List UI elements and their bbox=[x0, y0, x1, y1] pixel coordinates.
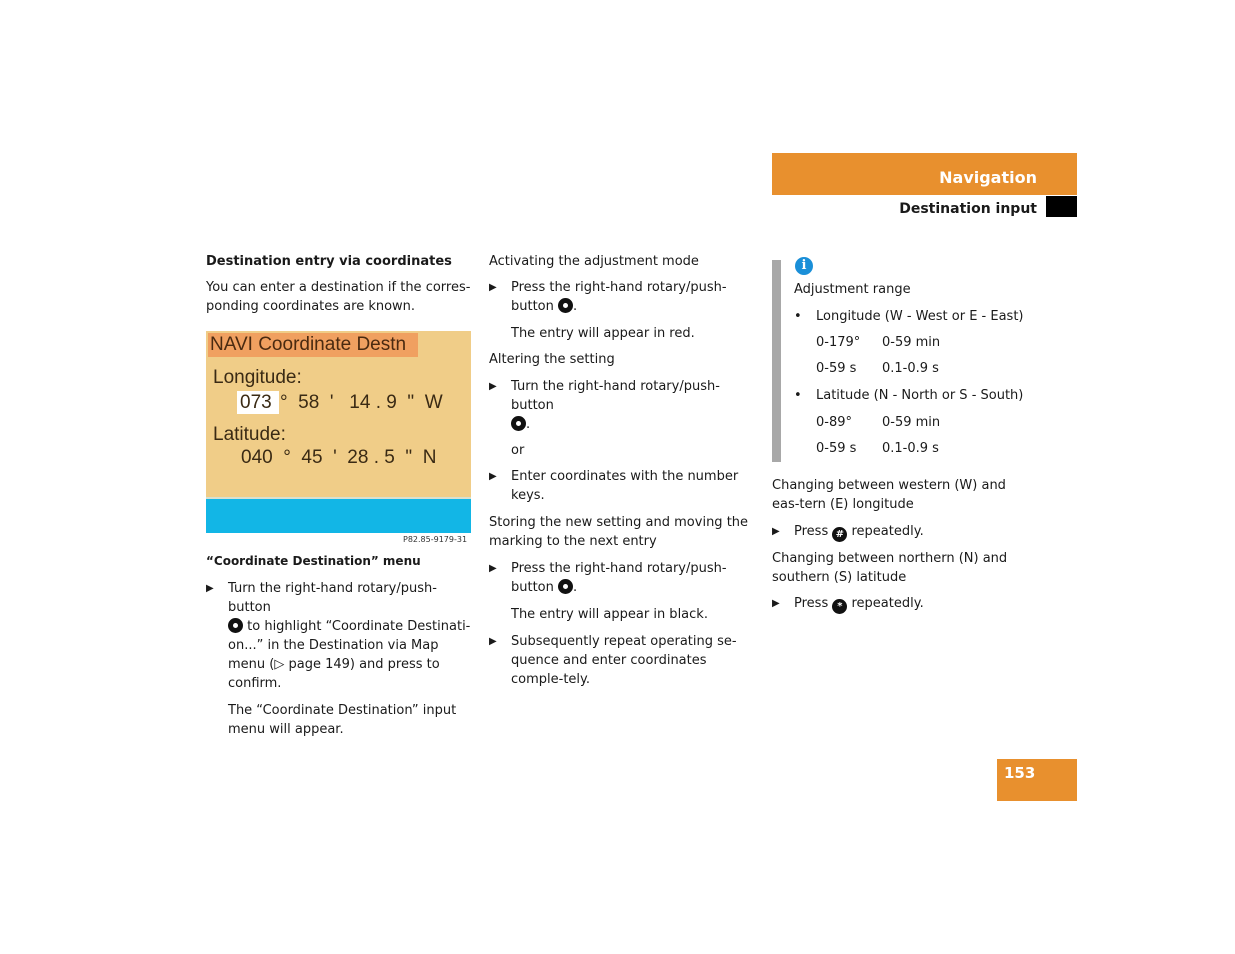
step-press-store: ▶ Press the right-hand rotary/push-button . bbox=[489, 561, 727, 595]
column-middle bbox=[489, 252, 755, 689]
page-number-box bbox=[997, 759, 1077, 801]
header-marker bbox=[1046, 196, 1077, 217]
heading-coordinates: Destination entry via coordinates bbox=[206, 254, 452, 269]
screen-longitude-rest: ° 58 ' 14 . 9 " W bbox=[280, 392, 443, 413]
step-press-activate: ▶ Press the right-hand rotary/push-button . bbox=[489, 280, 727, 314]
bullet-arrow-icon: ▶ bbox=[772, 598, 780, 609]
storing-heading: Storing the new setting and moving the marking to the next entry bbox=[489, 515, 749, 549]
activating-heading: Activating the adjustment mode bbox=[489, 254, 699, 269]
bullet-arrow-icon: ▶ bbox=[489, 282, 497, 293]
step-repeat: ▶ Subsequently repeat operating se-quence and enter coordinates comple-tely. bbox=[489, 634, 737, 687]
bullet-arrow-icon: ▶ bbox=[489, 381, 497, 392]
screen-latitude-value: 040 ° 45 ' 28 . 5 " N bbox=[241, 447, 437, 468]
rotary-button-icon bbox=[228, 618, 243, 633]
latitude-range-row: 0-59 s 0.1-0.9 s bbox=[816, 441, 939, 456]
column-left-steps bbox=[206, 552, 471, 739]
screen-status-bar bbox=[206, 499, 471, 533]
bullet-dot-icon: • bbox=[794, 309, 802, 324]
bullet-arrow-icon: ▶ bbox=[772, 526, 780, 537]
section-title: Navigation bbox=[939, 168, 1037, 187]
screen-latitude-label: Latitude: bbox=[213, 424, 286, 445]
changing-ns-heading: Changing between northern (N) and southern (S) latitude bbox=[772, 551, 1008, 585]
longitude-item: • Longitude (W - West or E - East) bbox=[794, 309, 1024, 324]
screen-longitude-label: Longitude: bbox=[213, 367, 302, 388]
altering-heading: Altering the setting bbox=[489, 352, 615, 367]
column-right bbox=[772, 476, 1032, 614]
screen-caption: “Coordinate Destination” menu bbox=[206, 554, 421, 568]
column-left bbox=[206, 252, 471, 316]
info-icon: i bbox=[795, 257, 813, 275]
latitude-item: • Latitude (N - North or S - South) bbox=[794, 388, 1024, 403]
info-box-content bbox=[794, 280, 1054, 458]
image-code: P82.85-9179-31 bbox=[403, 535, 468, 544]
bullet-arrow-icon: ▶ bbox=[206, 583, 214, 594]
longitude-range-row: 0-59 s 0.1-0.9 s bbox=[816, 361, 939, 376]
star-key-icon: * bbox=[832, 599, 847, 614]
black-result: The entry will appear in black. bbox=[511, 607, 708, 622]
intro-text: You can enter a destination if the corres-ponding coordinates are known. bbox=[206, 280, 471, 314]
bullet-dot-icon: • bbox=[794, 388, 802, 403]
coordinate-destination-screen bbox=[206, 331, 471, 533]
screen-title: NAVI Coordinate Destn bbox=[208, 333, 418, 357]
bullet-arrow-icon: ▶ bbox=[489, 636, 497, 647]
result-text: The “Coordinate Destination” input menu will appear. bbox=[228, 703, 457, 737]
adjustment-range-title: Adjustment range bbox=[794, 282, 911, 297]
rotary-button-icon bbox=[558, 579, 573, 594]
bullet-arrow-icon: ▶ bbox=[489, 471, 497, 482]
rotary-button-icon bbox=[558, 298, 573, 313]
step-enter-keys: ▶ Enter coordinates with the number keys. bbox=[489, 469, 739, 503]
page-number: 153 bbox=[1004, 764, 1036, 782]
step-press-star: ▶ Press * repeatedly. bbox=[772, 596, 924, 612]
section-header-bar bbox=[772, 153, 1077, 195]
changing-ew-heading: Changing between western (W) and eas-tern (E) longitude bbox=[772, 478, 1006, 512]
step-turn: ▶ Turn the right-hand rotary/push-button . bbox=[489, 379, 720, 432]
longitude-range-row: 0-179° 0-59 min bbox=[816, 335, 941, 350]
step-turn-highlight: ▶ Turn the right-hand rotary/push-button to highlight “Coordinate Destinati-on...” in the Destination via Map menu (▷ page 149) and press to confirm. bbox=[206, 581, 471, 691]
hash-key-icon: # bbox=[832, 527, 847, 542]
red-result: The entry will appear in red. bbox=[511, 326, 695, 341]
rotary-button-icon bbox=[511, 416, 526, 431]
screen-longitude-degree: 073 bbox=[240, 392, 272, 413]
or-text: or bbox=[511, 443, 525, 458]
bullet-arrow-icon: ▶ bbox=[489, 563, 497, 574]
info-box-bar bbox=[772, 260, 781, 462]
latitude-range-row: 0-89° 0-59 min bbox=[816, 415, 941, 430]
section-subtitle: Destination input bbox=[899, 201, 1037, 217]
step-press-hash: ▶ Press # repeatedly. bbox=[772, 524, 924, 540]
